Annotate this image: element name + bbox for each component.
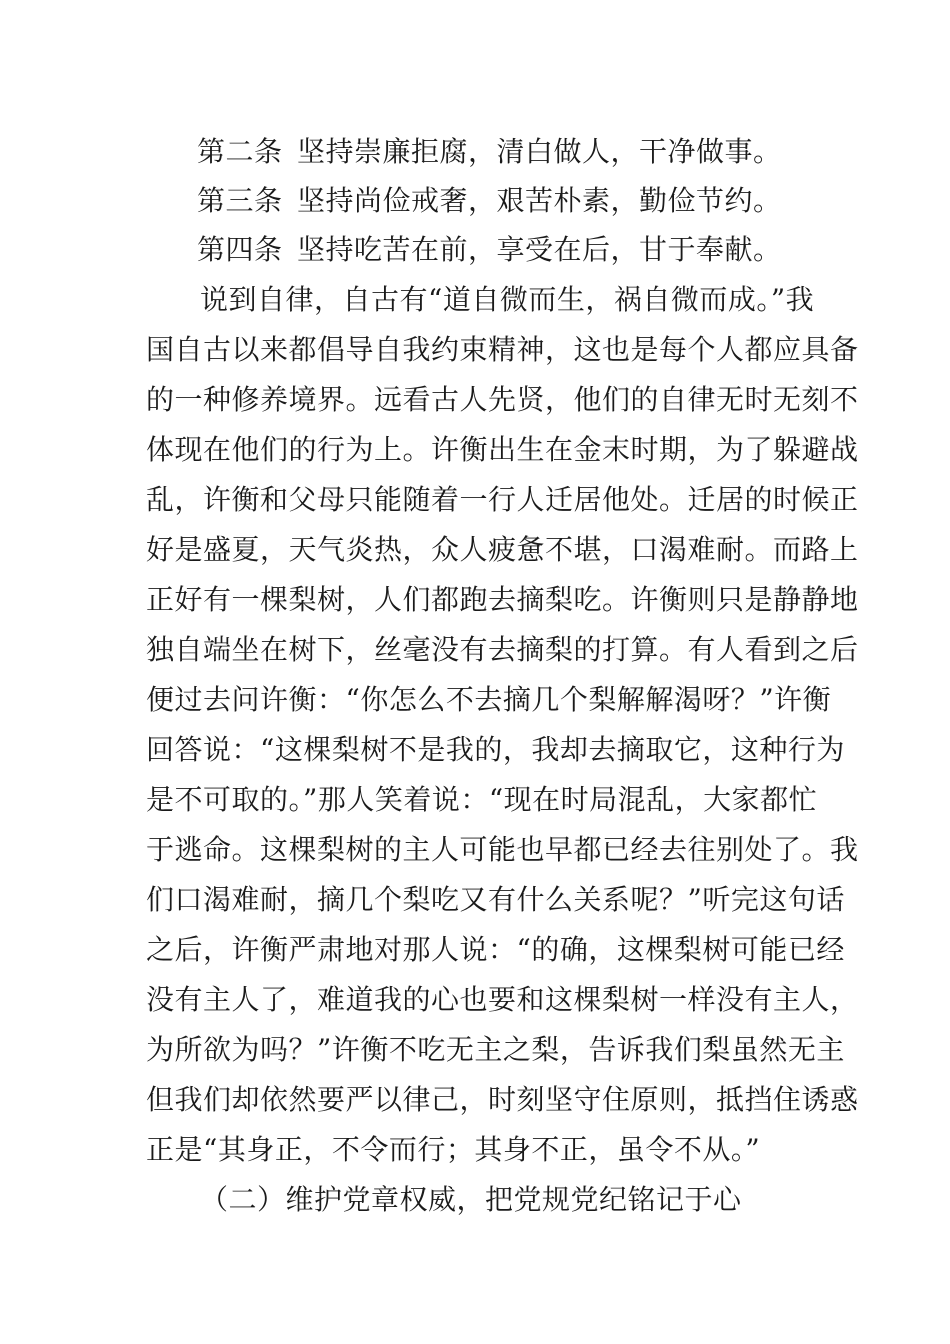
article-3 xyxy=(197,183,782,219)
paragraph-line: 国自古以来都倡导自我约束精神，这也是每个人都应具备 xyxy=(146,333,859,366)
article-text: 坚持崇廉拒腐，清白做人，干净做事。 xyxy=(297,135,782,168)
paragraph-line: 乱，许衡和父母只能随着一行人迁居他处。迁居的时候正 xyxy=(146,483,859,516)
section-heading: （二）维护党章权威，把党规党纪铭记于心 xyxy=(200,1183,742,1216)
paragraph-line: 们口渴难耐，摘几个梨吃又有什么关系呢？”听完这句话 xyxy=(146,883,845,916)
article-number: 第二条 xyxy=(197,135,283,168)
article-text: 坚持吃苦在前，享受在后，甘于奉献。 xyxy=(297,233,782,266)
paragraph-line: 便过去问许衡：“你怎么不去摘几个梨解解渴呀？”许衡 xyxy=(146,683,832,716)
paragraph-line: 为所欲为吗？”许衡不吃无主之梨，告诉我们梨虽然无主 xyxy=(146,1033,845,1066)
article-2 xyxy=(197,134,782,170)
paragraph-line: 说到自律，自古有“道自微而生，祸自微而成。”我 xyxy=(200,283,815,316)
paragraph-line: 正是“其身正，不令而行；其身不正，虽令不从。” xyxy=(146,1133,761,1166)
paragraph-line: 之后，许衡严肃地对那人说：“的确，这棵梨树可能已经 xyxy=(146,933,845,966)
paragraph-line: 正好有一棵梨树，人们都跑去摘梨吃。许衡则只是静静地 xyxy=(146,583,859,616)
paragraph-line: 是不可取的。”那人笑着说：“现在时局混乱，大家都忙 xyxy=(146,783,818,816)
paragraph-line: 但我们却依然要严以律己，时刻坚守住原则，抵挡住诱惑 xyxy=(146,1083,859,1116)
article-text: 坚持尚俭戒奢，艰苦朴素，勤俭节约。 xyxy=(297,184,782,217)
paragraph-line: 的一种修养境界。远看古人先贤，他们的自律无时无刻不 xyxy=(146,383,859,416)
article-number: 第四条 xyxy=(197,233,283,266)
paragraph-line: 于逃命。这棵梨树的主人可能也早都已经去往别处了。我 xyxy=(146,833,859,866)
article-number: 第三条 xyxy=(197,184,283,217)
paragraph-line: 回答说：“这棵梨树不是我的，我却去摘取它，这种行为 xyxy=(146,733,845,766)
paragraph-line: 独自端坐在树下，丝毫没有去摘梨的打算。有人看到之后 xyxy=(146,633,859,666)
paragraph-line: 好是盛夏，天气炎热，众人疲惫不堪，口渴难耐。而路上 xyxy=(146,533,859,566)
paragraph-line: 体现在他们的行为上。许衡出生在金末时期，为了躲避战 xyxy=(146,433,859,466)
article-4 xyxy=(197,232,782,268)
paragraph-line: 没有主人了，难道我的心也要和这棵梨树一样没有主人， xyxy=(146,983,859,1016)
